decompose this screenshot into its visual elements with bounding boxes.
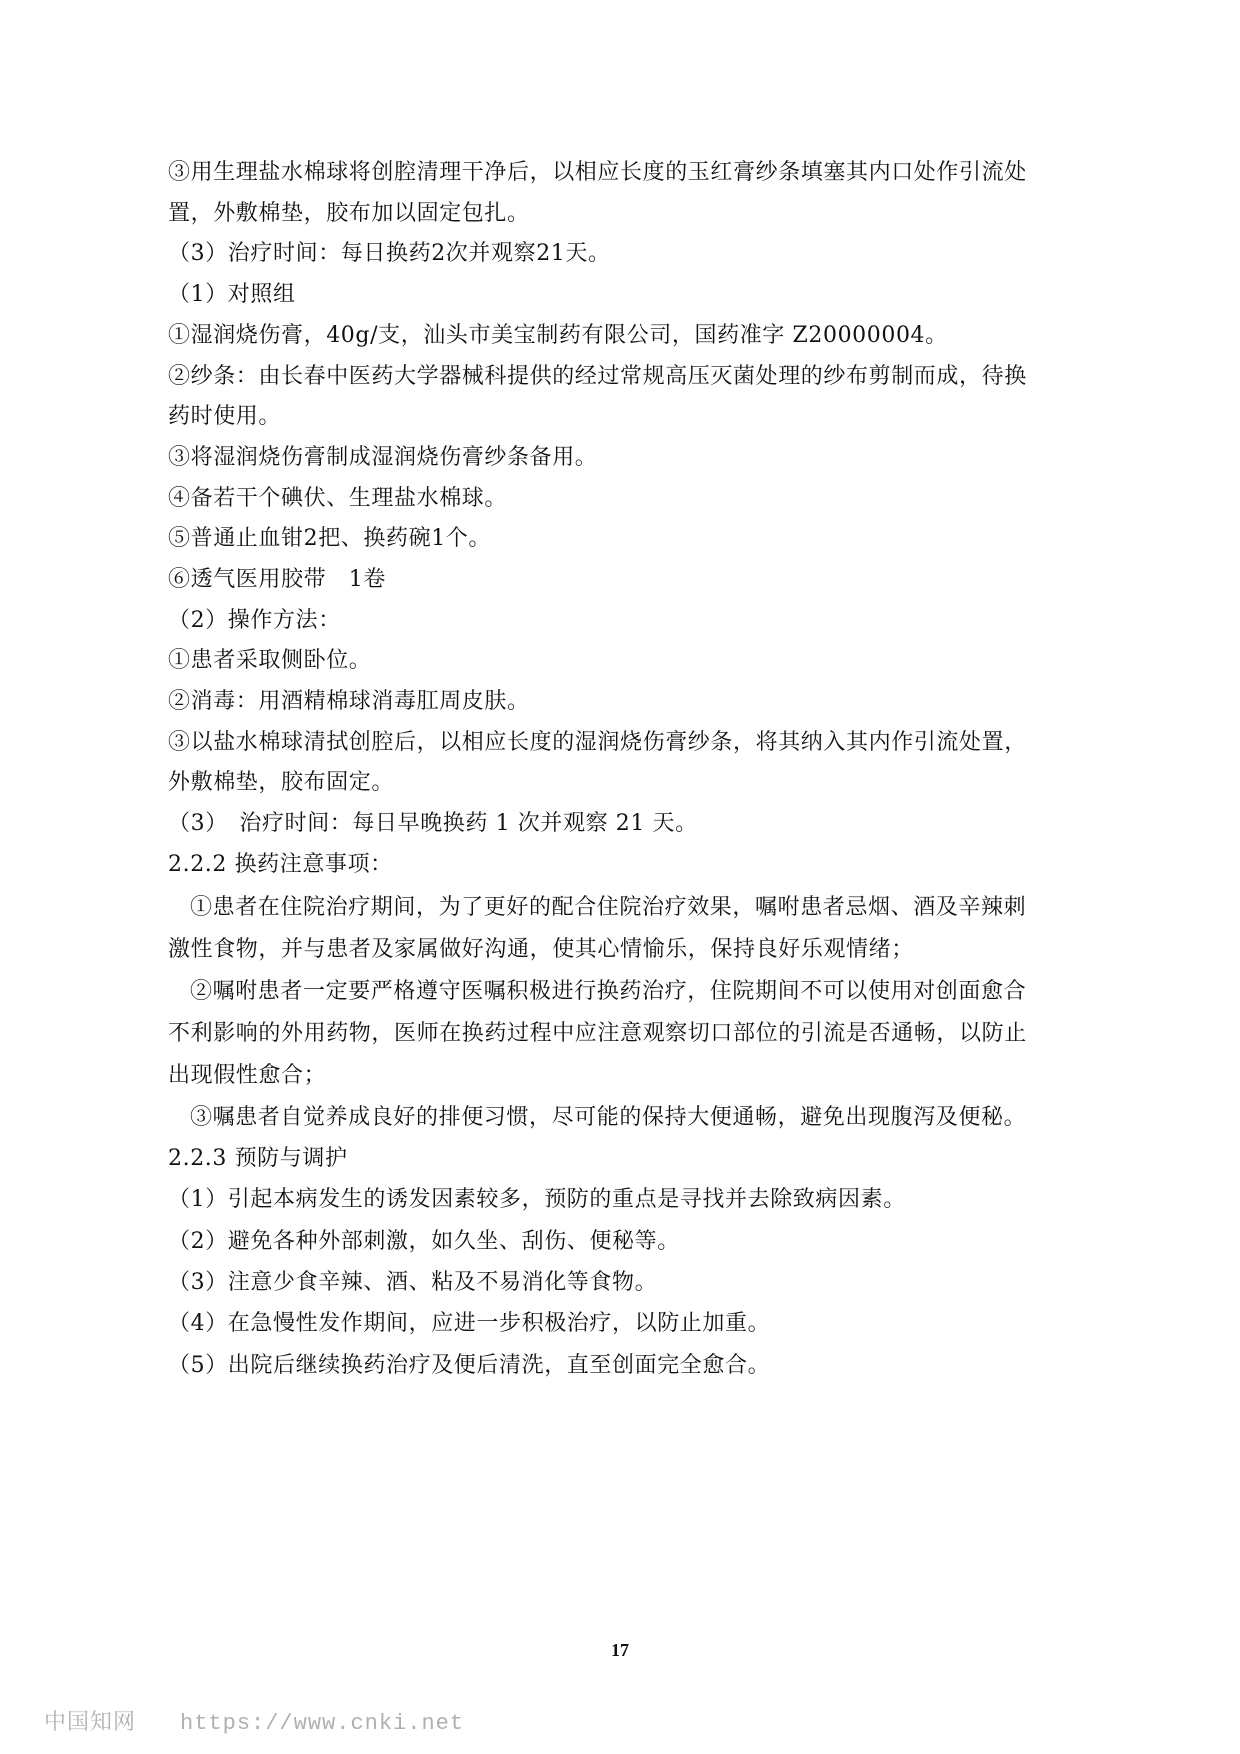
body-line: ③以盐水棉球清拭创腔后，以相应长度的湿润烧伤膏纱条，将其纳入其内作引流处置，	[168, 730, 1027, 755]
body-line: ②嘱咐患者一定要严格遵守医嘱积极进行换药治疗，住院期间不可以使用对创面愈合	[190, 979, 1027, 1004]
body-line: （1）引起本病发生的诱发因素较多，预防的重点是寻找并去除致病因素。	[168, 1187, 906, 1212]
body-line: 外敷棉垫，胶布固定。	[168, 770, 395, 795]
watermark	[44, 1705, 464, 1736]
body-line: ③将湿润烧伤膏制成湿润烧伤膏纱条备用。	[168, 445, 598, 470]
body-line: ②消毒：用酒精棉球消毒肛周皮肤。	[168, 689, 530, 714]
body-line: （2）避免各种外部刺激，如久坐、刮伤、便秘等。	[168, 1229, 680, 1254]
body-line: 置，外敷棉垫，胶布加以固定包扎。	[168, 201, 530, 226]
watermark-brand: 中国知网	[44, 1710, 137, 1735]
body-line: ⑥透气医用胶带 1卷	[168, 567, 386, 592]
body-line: 激性食物，并与患者及家属做好沟通，使其心情愉乐，保持良好乐观情绪；	[168, 937, 914, 962]
body-line: ③嘱患者自觉养成良好的排便习惯，尽可能的保持大便通畅，避免出现腹泻及便秘。	[190, 1105, 1027, 1130]
section-heading: 2.2.3 预防与调护	[168, 1146, 348, 1171]
body-line: ①湿润烧伤膏，40g/支，汕头市美宝制药有限公司，国药准字 Z20000004。	[168, 323, 948, 348]
body-line: ①患者采取侧卧位。	[168, 648, 372, 673]
page-number: 17	[611, 1640, 629, 1660]
section-heading: （2）操作方法：	[168, 608, 341, 633]
body-line: （3）注意少食辛辣、酒、粘及不易消化等食物。	[168, 1270, 658, 1295]
body-line: ⑤普通止血钳2把、换药碗1个。	[168, 526, 491, 551]
body-line: 药时使用。	[168, 404, 282, 429]
section-heading: （1）对照组	[168, 282, 296, 307]
body-line: ①患者在住院治疗期间，为了更好的配合住院治疗效果，嘱咐患者忌烟、酒及辛辣刺	[190, 895, 1027, 920]
section-heading: 2.2.2 换药注意事项：	[168, 852, 393, 877]
body-line: ②纱条：由长春中医药大学器械科提供的经过常规高压灭菌处理的纱布剪制而成，待换	[168, 364, 1027, 389]
body-line: ③用生理盐水棉球将创腔清理干净后，以相应长度的玉红膏纱条填塞其内口处作引流处	[168, 160, 1027, 185]
body-line: （3）治疗时间：每日换药2次并观察21天。	[168, 241, 611, 266]
watermark-url[interactable]: https://www.cnki.net	[180, 1711, 465, 1736]
body-line: 不利影响的外用药物，医师在换药过程中应注意观察切口部位的引流是否通畅，以防止	[168, 1021, 1027, 1046]
body-line: 出现假性愈合；	[168, 1063, 327, 1088]
body-line: （4）在急慢性发作期间，应进一步积极治疗，以防止加重。	[168, 1311, 771, 1336]
body-line: （5）出院后继续换药治疗及便后清洗，直至创面完全愈合。	[168, 1353, 771, 1378]
body-line: ④备若干个碘伏、生理盐水棉球。	[168, 486, 508, 511]
body-line: （3） 治疗时间：每日早晚换药 1 次并观察 21 天。	[168, 811, 698, 836]
